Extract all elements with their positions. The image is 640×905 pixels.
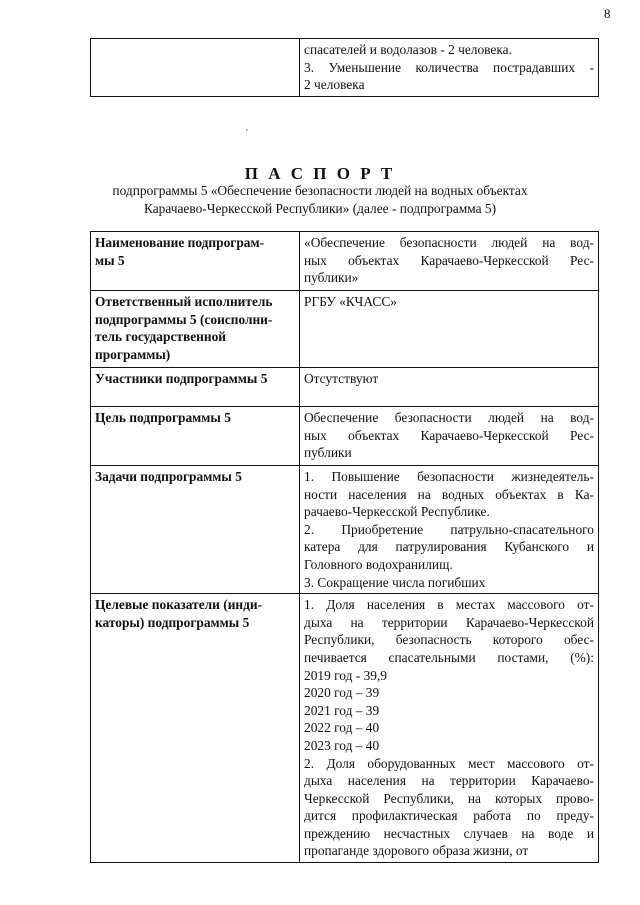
row-value-line: 2. Доля оборудованных мест массового от- — [304, 755, 594, 771]
row-value-line: дыха на территории Карачаево-Черкесской — [304, 614, 594, 630]
continuation-table — [90, 38, 599, 97]
row-label-cell — [91, 466, 300, 594]
row-value-line: пропаганде здорового образа жизни, от — [304, 843, 529, 859]
row-label-line: программы) — [95, 346, 171, 362]
continuation-line: спасателей и водолазов - 2 человека. — [304, 42, 512, 57]
subtitle-line: подпрограммы 5 «Обеспечение безопасности людей на водных объектах — [112, 183, 528, 198]
row-label-cell — [91, 594, 300, 863]
row-value-line: 1. Повышение безопасности жизнедеятель- — [304, 469, 594, 484]
row-value-line: 2020 год – 39 — [304, 685, 380, 701]
row-value-line: Головного водохранилищ. — [304, 556, 453, 572]
row-value-line: 2019 год - 39,9 — [304, 667, 387, 683]
row-value-line: «Обеспечение безопасности людей на вод- — [304, 235, 594, 250]
row-value-line: 2. Приобретение патрульно-спасательного — [304, 521, 594, 537]
row-label-line: Цель подпрограммы 5 — [95, 410, 231, 425]
row-label-cell — [91, 232, 300, 291]
row-value-cell — [300, 407, 599, 466]
row-label-line: мы 5 — [95, 252, 125, 268]
row-label-line: подпрограммы 5 (соисполни- — [95, 311, 273, 327]
page-number: 8 — [604, 6, 611, 21]
continuation-line: 2 человека — [304, 77, 365, 93]
row-value-line: публики — [304, 445, 352, 461]
row-label-line: каторы) подпрограммы 5 — [95, 614, 250, 630]
document-subtitle — [0, 182, 640, 218]
row-value-line: РГБУ «КЧАСС» — [304, 294, 397, 309]
row-value-cell — [300, 232, 599, 291]
row-value-line: Обеспечение безопасности людей на вод- — [304, 410, 594, 425]
row-value-line: Республики, безопасность которого обес- — [304, 632, 594, 648]
empty-label-cell — [91, 39, 300, 97]
row-value-line: дится профилактическая работа по преду- — [304, 808, 594, 824]
document-title: П А С П О Р Т — [244, 164, 396, 183]
row-value-line: ных объектах Карачаево-Черкесской Рес- — [304, 252, 594, 268]
row-label-line: Ответственный исполнитель — [95, 294, 273, 309]
row-value-cell — [300, 368, 599, 407]
table-row — [91, 466, 599, 594]
row-value-line: 3. Сокращение числа погибших — [304, 574, 486, 590]
table-row — [91, 232, 599, 291]
row-value-cell — [300, 466, 599, 594]
row-value-line: рачаево-Черкесской Республике. — [304, 504, 490, 520]
row-value-line: публики» — [304, 270, 359, 286]
row-label-line: Участники подпрограммы 5 — [95, 371, 268, 386]
row-value-line: Отсутствуют — [304, 371, 379, 386]
row-label-line: тель государственной — [95, 329, 226, 345]
row-label-line: Наименование подпрограм- — [95, 235, 265, 250]
row-label-line: Задачи подпрограммы 5 — [95, 469, 242, 484]
row-label-cell — [91, 291, 300, 368]
row-value-line: ных объектах Карачаево-Черкесской Рес- — [304, 427, 594, 443]
table-row — [91, 407, 599, 466]
continuation-cell — [300, 39, 599, 97]
row-value-line: печивается спасательными постами, (%): — [304, 649, 594, 665]
row-label-cell — [91, 368, 300, 407]
row-label-line: Целевые показатели (инди- — [95, 597, 263, 613]
table-row — [91, 291, 599, 368]
row-value-line: преждению несчастных случаев на воде и — [304, 825, 594, 841]
row-label-cell — [91, 407, 300, 466]
stray-mark: ' — [246, 128, 248, 139]
row-value-line: 2022 год – 40 — [304, 720, 380, 736]
row-value-line: дыха населения на территории Карачаево- — [304, 773, 594, 789]
table-row — [91, 368, 599, 407]
row-value-cell — [300, 594, 599, 863]
passport-table — [90, 231, 599, 863]
row-value-line: ности населения на водных объектах в Ка- — [304, 486, 594, 502]
subtitle-line: Карачаево-Черкесской Республики» (далее - подпрограмма 5) — [143, 201, 497, 216]
continuation-line: 3. Уменьшение количества пострадавших - — [304, 59, 594, 75]
row-value-cell — [300, 291, 599, 368]
row-value-line: Черкесской Республики, на которых прово- — [304, 790, 594, 806]
row-value-line: 2021 год – 39 — [304, 702, 380, 718]
table-row — [91, 594, 599, 863]
row-value-line: 1. Доля населения в местах массового от- — [304, 597, 594, 613]
table-row — [91, 39, 599, 97]
row-value-line: катера для патрулирования Кубанского и — [304, 539, 594, 555]
row-value-line: 2023 год – 40 — [304, 737, 380, 753]
